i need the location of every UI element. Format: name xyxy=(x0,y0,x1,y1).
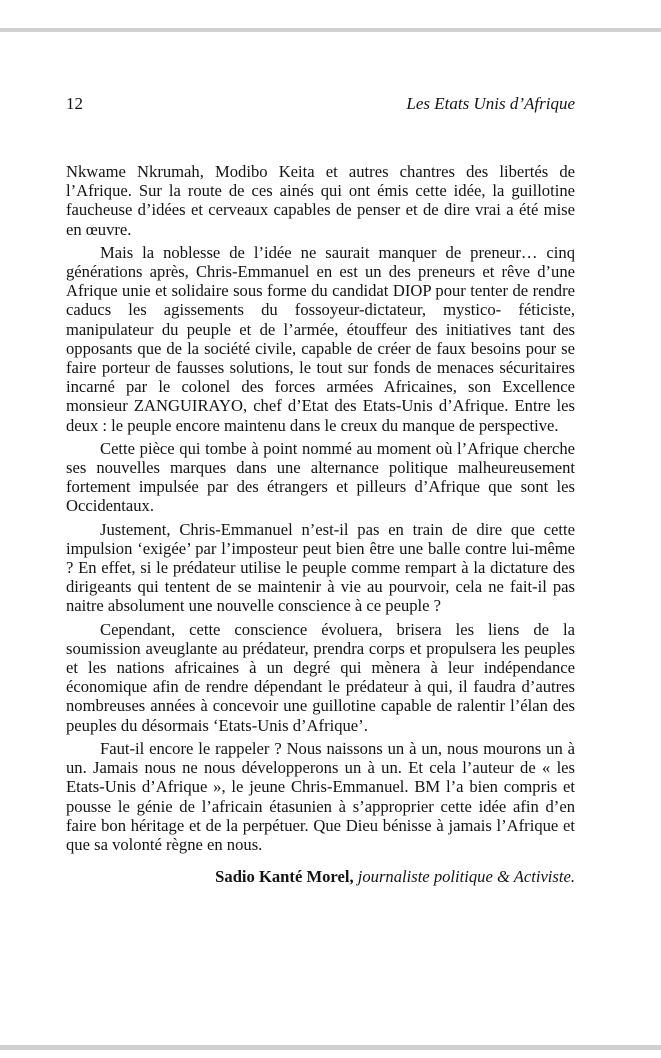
paragraph: Mais la noblesse de l’idée ne saurait manquer de preneur… cinq générations après, Chris-Emmanuel en est un des preneurs et rêve d’une Afrique unie et solidaire sous forme du candidat DIOP pour tenter de rendre caducs les agissements du fossoyeur-dictateur, mystico- féticiste, manipulateur du peuple et de l’armée, étouffeur des initiatives tant des opposants que de la société civile, capable de créer de faux besoins pour se faire porteur de fausses solutions, le tout sur fonds de menaces sécuritaires incarné par le colonel des forces armées Africaines, son Excellence monsieur ZANGUIRAYO, chef d’Etat des Etats-Unis d’Afrique. Entre les deux : le peuple encore maintenu dans le creux du manque de perspective. xyxy=(66,242,575,435)
bottom-page-rule xyxy=(0,1045,661,1050)
body-text xyxy=(66,162,575,854)
author-role: journaliste politique & Activiste. xyxy=(357,867,575,887)
author-name: Sadio Kanté Morel, xyxy=(215,867,354,887)
book-page xyxy=(66,93,575,887)
top-page-rule xyxy=(0,28,661,32)
paragraph: Nkwame Nkrumah, Modibo Keita et autres chantres des libertés de l’Afrique. Sur la route de ces ainés qui ont émis cette idée, la guillotine faucheuse d’idées et cerveaux capables de penser et de dire vrai a été mise en œuvre. xyxy=(66,162,575,239)
paragraph: Justement, Chris-Emmanuel n’est-il pas en train de dire que cette impulsion ‘exigée’ par l’imposteur peut bien être une balle contre lui-même ? En effet, si le prédateur utilise le peuple comme rempart à la dictature des dirigeants qui tentent de se maintenir à vie au pourvoir, cela ne fait-il pas naitre absolument une nouvelle conscience à ce peuple ? xyxy=(66,519,575,616)
paragraph: Faut-il encore le rappeler ? Nous naissons un à un, nous mourons un à un. Jamais nous ne nous développerons un à un. Et cela l’auteur de « les Etats-Unis d’Afrique », le jeune Chris-Emmanuel. BM l’a bien compris et pousse le génie de l’africain étasunien à s’approprier cette idée afin d’en faire bon héritage et de la perpétuer. Que Dieu bénisse à jamais l’Afrique et que sa volonté règne en nous. xyxy=(66,738,575,854)
running-header xyxy=(66,93,575,115)
running-title: Les Etats Unis d’Afrique xyxy=(406,94,575,113)
paragraph: Cette pièce qui tombe à point nommé au moment où l’Afrique cherche ses nouvelles marques dans une alternance politique malheureusement fortement impulsée par des étrangers et pilleurs d’Afrique que sont les Occidentaux. xyxy=(66,438,575,516)
page-number: 12 xyxy=(66,94,83,113)
author-signature xyxy=(66,867,575,887)
paragraph: Cependant, cette conscience évoluera, brisera les liens de la soumission aveuglante au prédateur, prendra corps et propulsera les peuples et les nations africaines à un degré qui mènera à leur indépendance économique afin de rendre dépendant le prédateur à qui, il faudra d’autres nombreuses années à concevoir une guillotine capable de ralentir l’élan des peuples du désormais ‘Etats-Unis d’Afrique’. xyxy=(66,619,575,735)
